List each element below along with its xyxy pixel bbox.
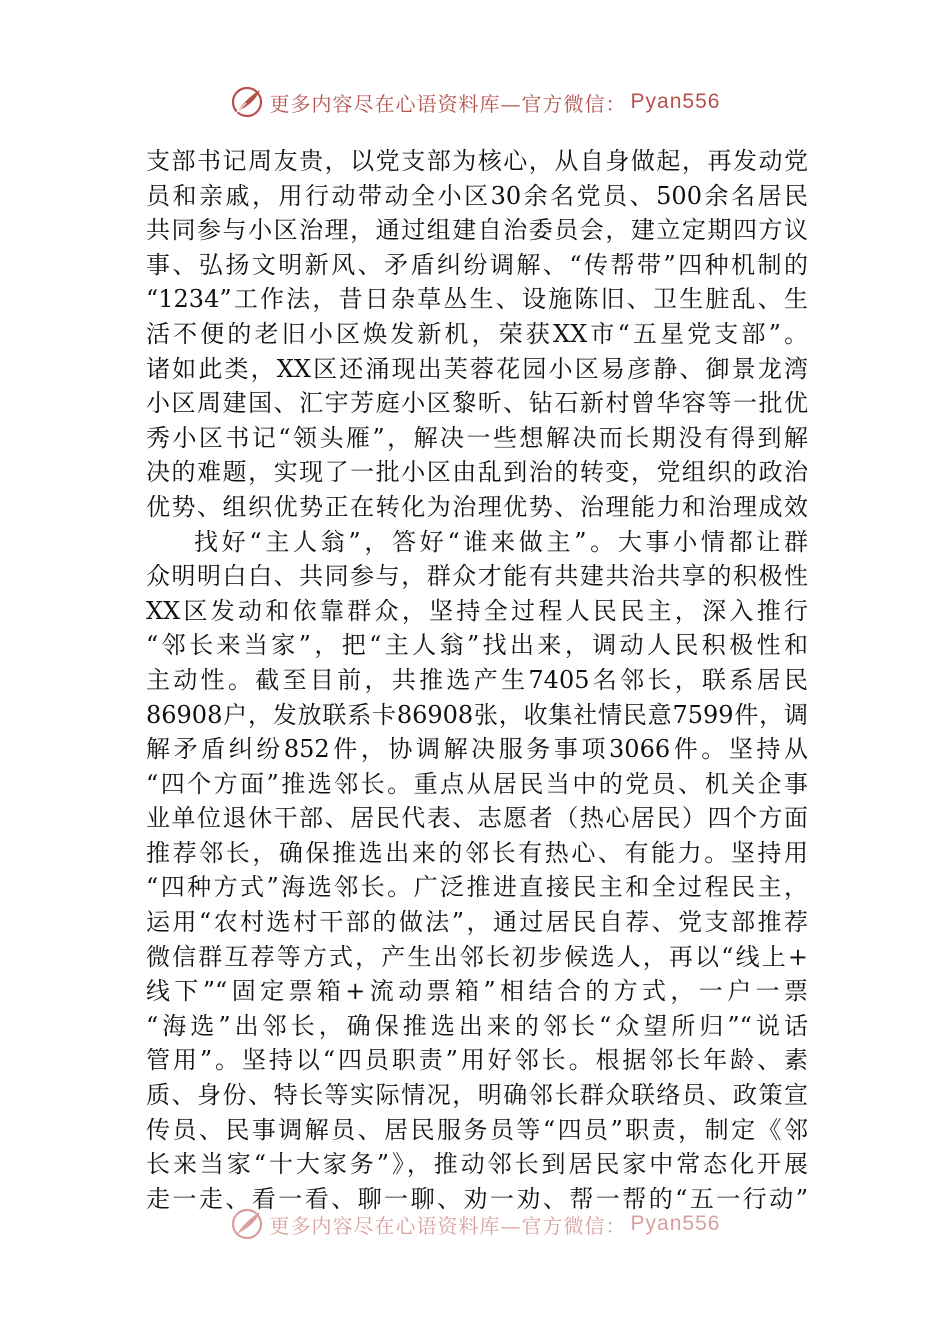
watermark-text: 更多内容尽在心语资料库—官方微信： (269, 1213, 627, 1238)
watermark-text: 更多内容尽在心语资料库—官方微信： (269, 91, 627, 116)
text-line: “四种方式”海选邻长。广泛推进直接民主和全过程民主， (146, 873, 808, 902)
text-line: 共同参与小区治理，通过组建自治委员会，建立定期四方议 (146, 216, 808, 245)
watermark-header (0, 84, 950, 120)
text-line: 秀小区书记“领头雁”，解决一些想解决而长期没有得到解 (146, 423, 808, 452)
watermark-wechat-id: Pyan556 (630, 1212, 721, 1235)
text-line: XX区发动和依靠群众，坚持全过程人民民主，深入推行 (146, 596, 808, 625)
feather-logo-icon (230, 1207, 264, 1241)
text-line: 活不便的老旧小区焕发新机，荣获XX市“五星党支部”。 (146, 319, 808, 348)
text-line: 解矛盾纠纷852件，协调解决服务事项3066件。坚持从 (146, 735, 808, 764)
watermark-wechat-id: Pyan556 (630, 90, 721, 113)
text-line: 线下”“固定票箱+流动票箱”相结合的方式，一户一票 (146, 977, 808, 1006)
watermark-footer (0, 1206, 950, 1242)
text-line: “四个方面”推选邻长。重点从居民当中的党员、机关企事 (146, 769, 808, 798)
text-line: “1234”工作法，昔日杂草丛生、设施陈旧、卫生脏乱、生 (146, 285, 808, 314)
text-line: 运用“农村选村干部的做法”，通过居民自荐、党支部推荐 (146, 908, 808, 937)
text-line: 传员、民事调解员、居民服务员等“四员”职责，制定《邻 (146, 1115, 808, 1144)
text-line: 微信群互荐等方式，产生出邻长初步候选人，再以“线上+ (146, 942, 808, 971)
text-line: 主动性。截至目前，共推选产生7405名邻长，联系居民 (146, 665, 808, 694)
text-line: 管用”。坚持以“四员职责”用好邻长。根据邻长年龄、素 (146, 1046, 808, 1075)
text-line: 事、弘扬文明新风、矛盾纠纷调解、“传帮带”四种机制的 (146, 250, 808, 279)
text-line: 业单位退休干部、居民代表、志愿者（热心居民）四个方面 (146, 804, 808, 833)
text-line: 86908户，发放联系卡86908张，收集社情民意7599件，调 (146, 700, 808, 729)
text-line: “邻长来当家”，把“主人翁”找出来，调动人民积极性和 (146, 631, 808, 660)
text-line: 长来当家“十大家务”》，推动邻长到居民家中常态化开展 (146, 1150, 808, 1179)
text-line: 诸如此类，XX区还涌现出芙蓉花园小区易彦静、御景龙湾 (146, 354, 808, 383)
text-line: 优势、组织优势正在转化为治理优势、治理能力和治理成效 (146, 492, 808, 521)
text-line: 推荐邻长，确保推选出来的邻长有热心、有能力。坚持用 (146, 838, 808, 867)
text-line: 走一走、看一看、聊一聊、劝一劝、帮一帮的“五一行动” (146, 1184, 808, 1213)
text-line: 找好“主人翁”，答好“谁来做主”。大事小情都让群 (194, 527, 808, 556)
paragraph (146, 144, 808, 525)
document-body (146, 144, 808, 1216)
text-line: 众明明白白、共同参与，群众才能有共建共治共享的积极性 (146, 562, 808, 591)
text-line: 决的难题，实现了一批小区由乱到治的转变，党组织的政治 (146, 458, 808, 487)
text-line: “海选”出邻长，确保推选出来的邻长“众望所归”“说话 (146, 1011, 808, 1040)
text-line: 支部书记周友贵，以党支部为核心，从自身做起，再发动党 (146, 147, 808, 175)
text-line: 质、身份、特长等实际情况，明确邻长群众联络员、政策宣 (146, 1081, 808, 1110)
text-line: 员和亲戚，用行动带动全小区30余名党员、500余名居民 (146, 181, 808, 210)
text-line: 小区周建国、汇宇芳庭小区黎昕、钻石新村曾华容等一批优 (146, 389, 808, 418)
paragraph (146, 525, 808, 1217)
feather-logo-icon (230, 85, 264, 119)
